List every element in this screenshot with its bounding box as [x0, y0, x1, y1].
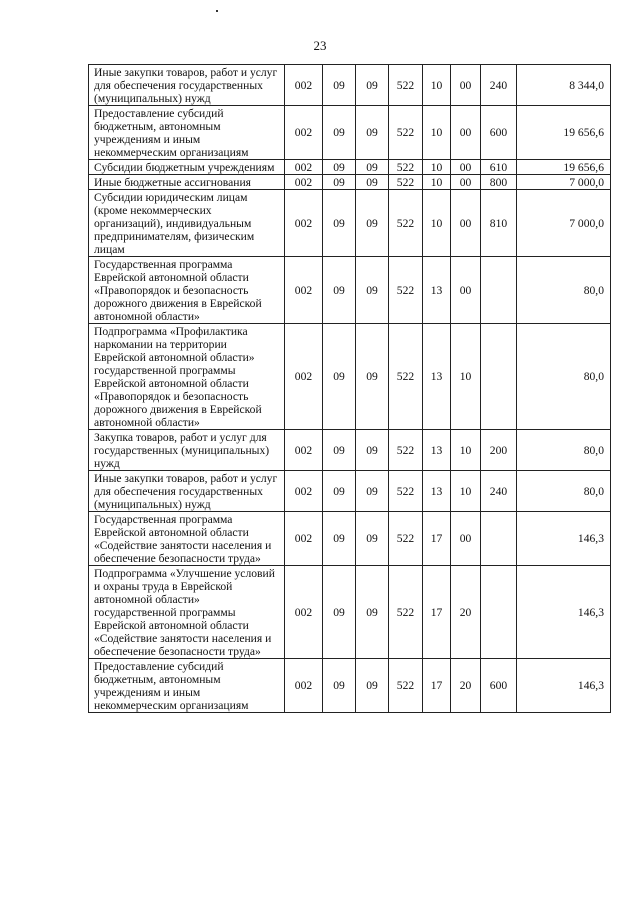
expense-name-cell: Подпрограмма «Улучшение условий и охраны труда в Еврейской автономной области» государственной программы Еврейской автономной области «Содействие занятости населения и обеспечение безопасности труда» [89, 566, 285, 659]
target-code-1-cell: 522 [389, 190, 423, 257]
admin-code-cell: 002 [285, 106, 323, 160]
amount-cell: 19 656,6 [517, 106, 611, 160]
table-row [89, 566, 611, 659]
section-code-cell: 09 [323, 65, 356, 106]
expense-name-cell: Иные закупки товаров, работ и услуг для обеспечения государственных (муниципальных) нужд [89, 65, 285, 106]
target-code-2-cell: 13 [423, 471, 451, 512]
subsection-code-cell: 09 [356, 471, 389, 512]
subsection-code-cell: 09 [356, 190, 389, 257]
budget-table [88, 64, 611, 713]
target-code-3-cell: 20 [451, 566, 481, 659]
target-code-2-cell: 13 [423, 324, 451, 430]
amount-cell: 7 000,0 [517, 175, 611, 190]
expense-type-cell: 800 [481, 175, 517, 190]
section-code-cell: 09 [323, 512, 356, 566]
admin-code-cell: 002 [285, 659, 323, 713]
section-code-cell: 09 [323, 659, 356, 713]
section-code-cell: 09 [323, 175, 356, 190]
target-code-2-cell: 10 [423, 65, 451, 106]
table-row [89, 160, 611, 175]
amount-cell: 7 000,0 [517, 190, 611, 257]
target-code-1-cell: 522 [389, 257, 423, 324]
table-row [89, 659, 611, 713]
expense-name-cell: Закупка товаров, работ и услуг для государственных (муниципальных) нужд [89, 430, 285, 471]
section-code-cell: 09 [323, 566, 356, 659]
expense-name-cell: Субсидии бюджетным учреждениям [89, 160, 285, 175]
target-code-2-cell: 17 [423, 512, 451, 566]
admin-code-cell: 002 [285, 430, 323, 471]
target-code-3-cell: 00 [451, 512, 481, 566]
amount-cell: 80,0 [517, 430, 611, 471]
subsection-code-cell: 09 [356, 257, 389, 324]
amount-cell: 80,0 [517, 324, 611, 430]
target-code-2-cell: 17 [423, 659, 451, 713]
table-row [89, 324, 611, 430]
amount-cell: 80,0 [517, 257, 611, 324]
expense-type-cell: 240 [481, 65, 517, 106]
subsection-code-cell: 09 [356, 566, 389, 659]
section-code-cell: 09 [323, 324, 356, 430]
expense-type-cell: 610 [481, 160, 517, 175]
target-code-3-cell: 00 [451, 190, 481, 257]
table-row [89, 106, 611, 160]
admin-code-cell: 002 [285, 160, 323, 175]
target-code-3-cell: 10 [451, 324, 481, 430]
expense-name-cell: Государственная программа Еврейской автономной области «Содействие занятости населения и обеспечение безопасности труда» [89, 512, 285, 566]
target-code-1-cell: 522 [389, 106, 423, 160]
expense-type-cell [481, 257, 517, 324]
expense-name-cell: Иные закупки товаров, работ и услуг для обеспечения государственных (муниципальных) нужд [89, 471, 285, 512]
target-code-3-cell: 10 [451, 471, 481, 512]
subsection-code-cell: 09 [356, 106, 389, 160]
target-code-3-cell: 10 [451, 430, 481, 471]
expense-type-cell [481, 512, 517, 566]
expense-type-cell: 200 [481, 430, 517, 471]
target-code-3-cell: 00 [451, 106, 481, 160]
section-code-cell: 09 [323, 257, 356, 324]
target-code-3-cell: 00 [451, 257, 481, 324]
expense-name-cell: Иные бюджетные ассигнования [89, 175, 285, 190]
amount-cell: 8 344,0 [517, 65, 611, 106]
expense-type-cell [481, 566, 517, 659]
table-row [89, 257, 611, 324]
subsection-code-cell: 09 [356, 175, 389, 190]
subsection-code-cell: 09 [356, 324, 389, 430]
expense-name-cell: Субсидии юридическим лицам (кроме некоммерческих организаций), индивидуальным предпринимателям, физическим лицам [89, 190, 285, 257]
expense-type-cell: 240 [481, 471, 517, 512]
target-code-3-cell: 00 [451, 65, 481, 106]
budget-table-body [89, 65, 611, 713]
admin-code-cell: 002 [285, 65, 323, 106]
expense-name-cell: Предоставление субсидий бюджетным, автономным учреждениям и иным некоммерческим организациям [89, 659, 285, 713]
section-code-cell: 09 [323, 160, 356, 175]
target-code-1-cell: 522 [389, 659, 423, 713]
table-row [89, 175, 611, 190]
target-code-2-cell: 10 [423, 106, 451, 160]
table-row [89, 512, 611, 566]
target-code-3-cell: 20 [451, 659, 481, 713]
admin-code-cell: 002 [285, 324, 323, 430]
expense-type-cell: 600 [481, 106, 517, 160]
admin-code-cell: 002 [285, 471, 323, 512]
section-code-cell: 09 [323, 106, 356, 160]
table-row [89, 471, 611, 512]
subsection-code-cell: 09 [356, 160, 389, 175]
section-code-cell: 09 [323, 190, 356, 257]
expense-type-cell [481, 324, 517, 430]
target-code-2-cell: 13 [423, 257, 451, 324]
admin-code-cell: 002 [285, 175, 323, 190]
expense-type-cell: 600 [481, 659, 517, 713]
target-code-2-cell: 10 [423, 190, 451, 257]
admin-code-cell: 002 [285, 566, 323, 659]
target-code-1-cell: 522 [389, 471, 423, 512]
admin-code-cell: 002 [285, 257, 323, 324]
subsection-code-cell: 09 [356, 65, 389, 106]
table-row [89, 65, 611, 106]
admin-code-cell: 002 [285, 512, 323, 566]
amount-cell: 146,3 [517, 512, 611, 566]
target-code-1-cell: 522 [389, 65, 423, 106]
table-row [89, 190, 611, 257]
expense-name-cell: Предоставление субсидий бюджетным, автономным учреждениям и иным некоммерческим организациям [89, 106, 285, 160]
target-code-2-cell: 10 [423, 175, 451, 190]
subsection-code-cell: 09 [356, 659, 389, 713]
admin-code-cell: 002 [285, 190, 323, 257]
target-code-1-cell: 522 [389, 512, 423, 566]
table-row [89, 430, 611, 471]
expense-type-cell: 810 [481, 190, 517, 257]
expense-name-cell: Государственная программа Еврейской автономной области «Правопорядок и безопасность дорожного движения в Еврейской автономной области» [89, 257, 285, 324]
amount-cell: 80,0 [517, 471, 611, 512]
amount-cell: 146,3 [517, 566, 611, 659]
target-code-1-cell: 522 [389, 566, 423, 659]
target-code-3-cell: 00 [451, 160, 481, 175]
subsection-code-cell: 09 [356, 512, 389, 566]
target-code-3-cell: 00 [451, 175, 481, 190]
target-code-2-cell: 17 [423, 566, 451, 659]
amount-cell: 146,3 [517, 659, 611, 713]
amount-cell: 19 656,6 [517, 160, 611, 175]
target-code-1-cell: 522 [389, 175, 423, 190]
section-code-cell: 09 [323, 430, 356, 471]
subsection-code-cell: 09 [356, 430, 389, 471]
target-code-2-cell: 13 [423, 430, 451, 471]
target-code-1-cell: 522 [389, 430, 423, 471]
target-code-2-cell: 10 [423, 160, 451, 175]
scan-speck [216, 10, 218, 12]
target-code-1-cell: 522 [389, 160, 423, 175]
expense-name-cell: Подпрограмма «Профилактика наркомании на территории Еврейской автономной области» государственной программы Еврейской автономной области «Правопорядок и безопасность дорожного движения в Еврейской автономной области» [89, 324, 285, 430]
section-code-cell: 09 [323, 471, 356, 512]
page-number: 23 [313, 38, 327, 53]
target-code-1-cell: 522 [389, 324, 423, 430]
